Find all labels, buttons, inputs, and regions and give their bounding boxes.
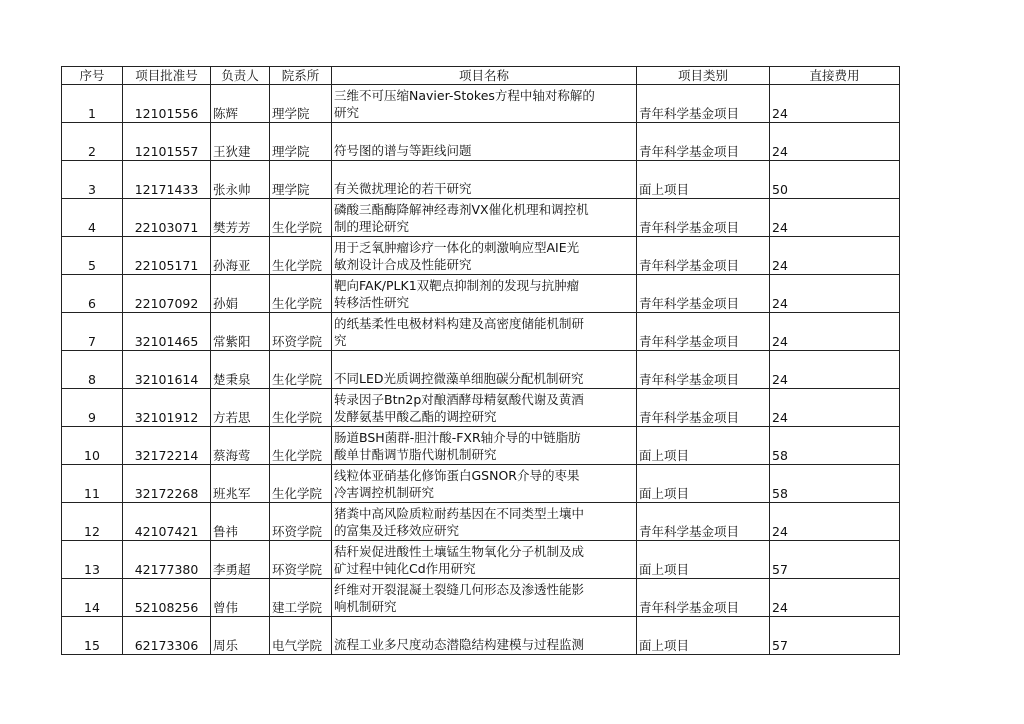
cell-leader: 楚秉泉 — [211, 351, 270, 389]
cell-title — [332, 503, 637, 541]
title-line: 究 — [334, 333, 347, 348]
cell-leader: 李勇超 — [211, 541, 270, 579]
title-line: 矿过程中钝化Cd作用研究 — [334, 561, 476, 576]
cell-no: 4 — [62, 199, 123, 237]
cell-title — [332, 351, 637, 389]
cell-dept: 生化学院 — [270, 351, 332, 389]
cell-title — [332, 465, 637, 503]
cell-type: 青年科学基金项目 — [637, 503, 770, 541]
cell-leader: 曾伟 — [211, 579, 270, 617]
cell-cost: 24 — [770, 199, 900, 237]
title-line: 的纸基柔性电极材料构建及高密度储能机制研 — [334, 316, 585, 331]
cell-leader: 陈辉 — [211, 85, 270, 123]
cell-dept: 环资学院 — [270, 503, 332, 541]
cell-dept: 理学院 — [270, 85, 332, 123]
cell-cost: 24 — [770, 237, 900, 275]
cell-dept: 生化学院 — [270, 389, 332, 427]
table-row — [62, 85, 900, 123]
table-row — [62, 503, 900, 541]
cell-leader: 常紫阳 — [211, 313, 270, 351]
header-no: 序号 — [62, 67, 123, 85]
cell-no: 2 — [62, 123, 123, 161]
table-row — [62, 465, 900, 503]
cell-no: 1 — [62, 85, 123, 123]
cell-leader: 蔡海莺 — [211, 427, 270, 465]
title-line: 猪粪中高风险质粒耐药基因在不同类型土壤中 — [334, 506, 585, 521]
cell-id: 22103071 — [123, 199, 211, 237]
cell-title — [332, 275, 637, 313]
title-line: 纤维对开裂混凝土裂缝几何形态及渗透性能影 — [334, 582, 585, 597]
title-line: 冷害调控机制研究 — [334, 485, 435, 500]
table-row — [62, 389, 900, 427]
cell-dept: 生化学院 — [270, 275, 332, 313]
cell-type: 面上项目 — [637, 617, 770, 655]
cell-leader: 班兆军 — [211, 465, 270, 503]
title-line: 有关微扰理论的若干研究 — [334, 181, 472, 196]
title-line: 响机制研究 — [334, 599, 397, 614]
cell-id: 62173306 — [123, 617, 211, 655]
cell-cost: 24 — [770, 123, 900, 161]
cell-title — [332, 579, 637, 617]
cell-cost: 58 — [770, 427, 900, 465]
cell-type: 青年科学基金项目 — [637, 85, 770, 123]
cell-dept: 生化学院 — [270, 199, 332, 237]
cell-id: 32101912 — [123, 389, 211, 427]
cell-dept: 理学院 — [270, 123, 332, 161]
cell-id: 42177380 — [123, 541, 211, 579]
cell-leader: 樊芳芳 — [211, 199, 270, 237]
cell-type: 青年科学基金项目 — [637, 579, 770, 617]
cell-title — [332, 427, 637, 465]
cell-cost: 57 — [770, 617, 900, 655]
cell-no: 6 — [62, 275, 123, 313]
cell-leader: 孙娟 — [211, 275, 270, 313]
header-leader: 负责人 — [211, 67, 270, 85]
cell-no: 3 — [62, 161, 123, 199]
cell-dept: 理学院 — [270, 161, 332, 199]
cell-title — [332, 237, 637, 275]
cell-dept: 生化学院 — [270, 427, 332, 465]
title-line: 用于乏氧肿瘤诊疗一体化的刺激响应型AIE光 — [334, 240, 580, 255]
cell-dept: 环资学院 — [270, 541, 332, 579]
cell-type: 青年科学基金项目 — [637, 275, 770, 313]
cell-dept: 建工学院 — [270, 579, 332, 617]
title-line: 磷酸三酯酶降解神经毒剂VX催化机理和调控机 — [334, 202, 589, 217]
cell-no: 12 — [62, 503, 123, 541]
cell-no: 14 — [62, 579, 123, 617]
title-line: 符号图的谱与等距线问题 — [334, 143, 472, 158]
header-type: 项目类别 — [637, 67, 770, 85]
cell-title — [332, 617, 637, 655]
cell-cost: 24 — [770, 313, 900, 351]
table-row — [62, 161, 900, 199]
header-title: 项目名称 — [332, 67, 637, 85]
title-line: 靶向FAK/PLK1双靶点抑制剂的发现与抗肿瘤 — [334, 278, 580, 293]
cell-cost: 24 — [770, 579, 900, 617]
cell-id: 12101557 — [123, 123, 211, 161]
header-row — [62, 67, 900, 85]
cell-no: 10 — [62, 427, 123, 465]
cell-title — [332, 313, 637, 351]
cell-cost: 24 — [770, 351, 900, 389]
table-row — [62, 313, 900, 351]
cell-cost: 50 — [770, 161, 900, 199]
cell-no: 11 — [62, 465, 123, 503]
cell-cost: 57 — [770, 541, 900, 579]
title-line: 发酵氨基甲酸乙酯的调控研究 — [334, 409, 497, 424]
cell-dept: 环资学院 — [270, 313, 332, 351]
cell-type: 青年科学基金项目 — [637, 237, 770, 275]
cell-title — [332, 161, 637, 199]
cell-type: 青年科学基金项目 — [637, 313, 770, 351]
title-line: 三维不可压缩Navier-Stokes方程中轴对称解的 — [334, 88, 595, 103]
table-row — [62, 199, 900, 237]
cell-title — [332, 389, 637, 427]
table-row — [62, 579, 900, 617]
cell-no: 8 — [62, 351, 123, 389]
cell-cost: 24 — [770, 389, 900, 427]
cell-type: 青年科学基金项目 — [637, 351, 770, 389]
cell-id: 32172214 — [123, 427, 211, 465]
cell-leader: 方若思 — [211, 389, 270, 427]
cell-cost: 24 — [770, 503, 900, 541]
cell-cost: 24 — [770, 85, 900, 123]
cell-no: 7 — [62, 313, 123, 351]
cell-dept: 生化学院 — [270, 237, 332, 275]
cell-title — [332, 85, 637, 123]
table-row — [62, 237, 900, 275]
cell-no: 15 — [62, 617, 123, 655]
title-line: 线粒体亚硝基化修饰蛋白GSNOR介导的枣果 — [334, 468, 580, 483]
title-line: 制的理论研究 — [334, 219, 410, 234]
cell-title — [332, 123, 637, 161]
cell-leader: 张永帅 — [211, 161, 270, 199]
table-row — [62, 541, 900, 579]
cell-title — [332, 199, 637, 237]
cell-id: 32101614 — [123, 351, 211, 389]
table-row — [62, 123, 900, 161]
title-line: 秸秆炭促进酸性土壤锰生物氧化分子机制及成 — [334, 544, 585, 559]
cell-leader: 王狄建 — [211, 123, 270, 161]
cell-id: 42107421 — [123, 503, 211, 541]
cell-id: 32101465 — [123, 313, 211, 351]
title-line: 不同LED光质调控微藻单细胞碳分配机制研究 — [334, 371, 584, 386]
header-id: 项目批准号 — [123, 67, 211, 85]
title-line: 肠道BSH菌群-胆汁酸-FXR轴介导的中链脂肪 — [334, 430, 581, 445]
cell-no: 5 — [62, 237, 123, 275]
table-row — [62, 351, 900, 389]
cell-cost: 24 — [770, 275, 900, 313]
title-line: 转移活性研究 — [334, 295, 410, 310]
cell-id: 22107092 — [123, 275, 211, 313]
cell-id: 32172268 — [123, 465, 211, 503]
cell-leader: 鲁祎 — [211, 503, 270, 541]
cell-leader: 周乐 — [211, 617, 270, 655]
table-body — [62, 85, 900, 655]
cell-type: 面上项目 — [637, 465, 770, 503]
cell-id: 52108256 — [123, 579, 211, 617]
title-line: 的富集及迁移效应研究 — [334, 523, 460, 538]
cell-type: 面上项目 — [637, 541, 770, 579]
cell-type: 青年科学基金项目 — [637, 389, 770, 427]
cell-type: 青年科学基金项目 — [637, 199, 770, 237]
table-row — [62, 275, 900, 313]
cell-leader: 孙海亚 — [211, 237, 270, 275]
project-table — [61, 66, 900, 655]
cell-type: 面上项目 — [637, 427, 770, 465]
cell-id: 12101556 — [123, 85, 211, 123]
cell-dept: 生化学院 — [270, 465, 332, 503]
table-row — [62, 427, 900, 465]
header-dept: 院系所 — [270, 67, 332, 85]
cell-type: 面上项目 — [637, 161, 770, 199]
cell-cost: 58 — [770, 465, 900, 503]
title-line: 酸单甘酯调节脂代谢机制研究 — [334, 447, 497, 462]
cell-type: 青年科学基金项目 — [637, 123, 770, 161]
title-line: 研究 — [334, 105, 360, 120]
cell-no: 13 — [62, 541, 123, 579]
cell-dept: 电气学院 — [270, 617, 332, 655]
title-line: 敏剂设计合成及性能研究 — [334, 257, 472, 272]
title-line: 流程工业多尺度动态潜隐结构建模与过程监测 — [334, 637, 585, 652]
cell-no: 9 — [62, 389, 123, 427]
cell-id: 12171433 — [123, 161, 211, 199]
title-line: 转录因子Btn2p对酿酒酵母精氨酸代谢及黄酒 — [334, 392, 584, 407]
cell-title — [332, 541, 637, 579]
cell-id: 22105171 — [123, 237, 211, 275]
table-row — [62, 617, 900, 655]
header-cost: 直接费用 — [770, 67, 900, 85]
